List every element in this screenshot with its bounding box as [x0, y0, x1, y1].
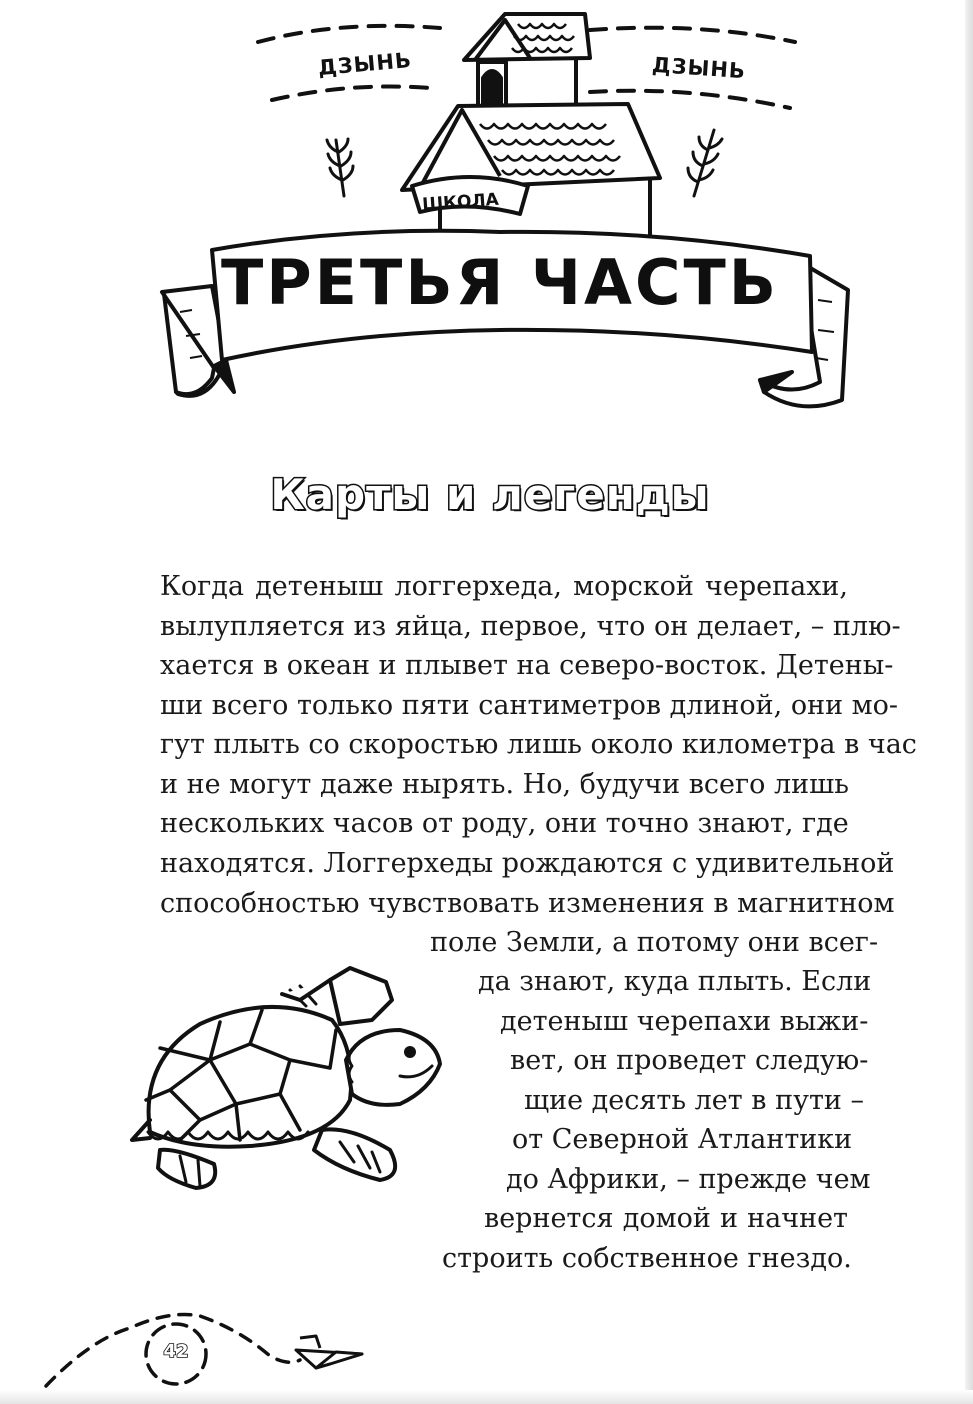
body-line: находятся. Логгерхеды рождаются с удивительной	[160, 848, 895, 879]
body-line: хается в океан и плывет на северо-восток. Детены-	[160, 650, 894, 681]
plant-sprig-icon	[327, 139, 353, 196]
section-title: Карты и легенды	[270, 470, 710, 519]
body-line: гут плыть со скоростью лишь около километра в час	[160, 729, 917, 760]
body-line: вылупляется из яйца, первое, что он делает, – плю-	[160, 611, 901, 642]
body-line: да знают, куда плыть. Если	[478, 966, 872, 997]
body-line: и не могут даже нырять. Но, будучи всего лишь	[160, 769, 849, 800]
school-sign-text: ШКОЛА	[421, 189, 500, 216]
body-line: Когда детеныш логгерхеда, морской черепахи,	[160, 571, 848, 602]
body-line: нескольких часов от роду, они точно знают, где	[160, 808, 849, 839]
body-line: поле Земли, а потому они всег-	[430, 927, 879, 958]
body-line: способностью чувствовать изменения в магнитном	[160, 888, 895, 919]
body-line: вет, он проведет следую-	[510, 1045, 869, 1076]
body-line: детеныш черепахи выжи-	[500, 1006, 869, 1037]
header-illustration	[0, 0, 973, 460]
page-number: 42	[163, 1341, 189, 1362]
bell-sound-left: ДЗЫНЬ	[317, 47, 413, 81]
plant-sprig-icon	[688, 130, 722, 196]
part-title: ТРЕТЬЯ ЧАСТЬ	[220, 246, 780, 319]
body-line: строить собственное гнездо.	[442, 1243, 852, 1274]
page-bottom-shadow	[0, 1390, 973, 1404]
body-line: вернется домой и начнет	[484, 1203, 848, 1234]
body-line: до Африки, – прежде чем	[506, 1164, 871, 1195]
paper-plane-icon	[296, 1336, 362, 1368]
dashed-sound-line	[258, 26, 440, 42]
bell-sound-right: ДЗЫНЬ	[651, 52, 747, 84]
body-line: ши всего только пяти сантиметров длиной, они мо-	[160, 690, 899, 721]
body-line: от Северной Атлантики	[512, 1124, 853, 1155]
body-line: щие десять лет в пути –	[524, 1085, 864, 1116]
school-house-icon	[402, 14, 660, 250]
